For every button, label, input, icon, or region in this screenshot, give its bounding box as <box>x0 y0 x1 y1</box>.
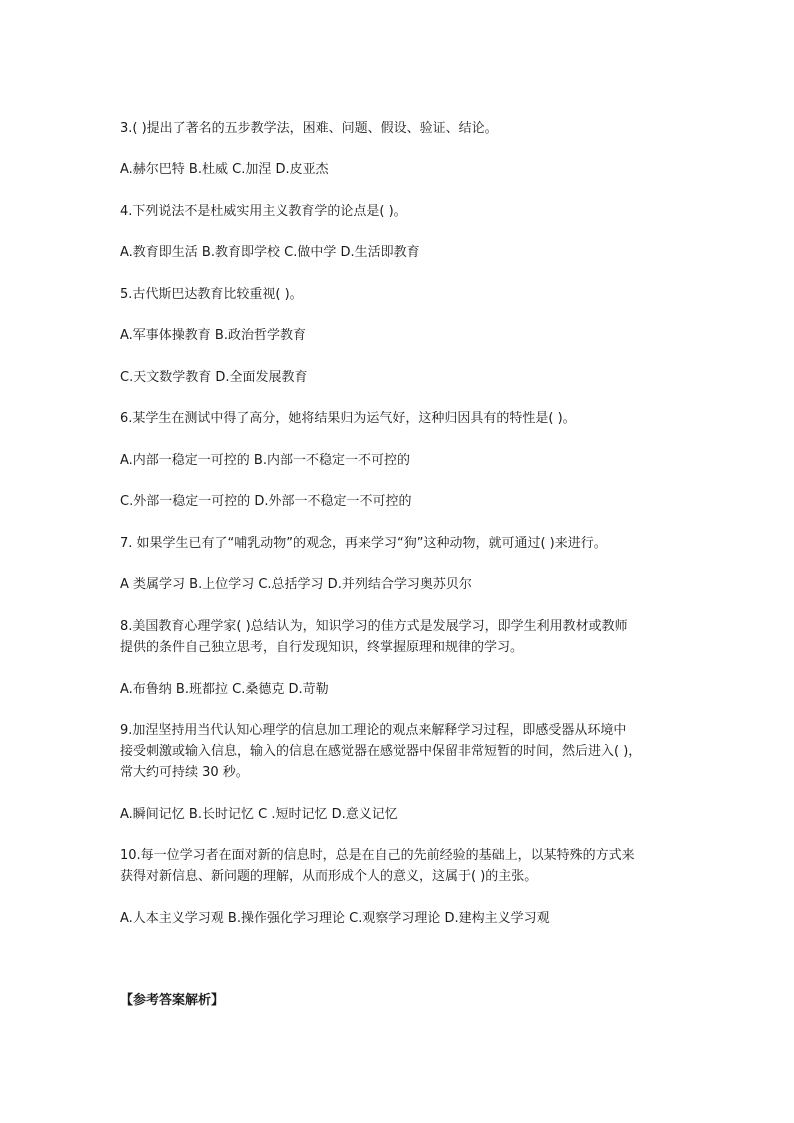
question-10-stem-line-2: 获得对新信息、新问题的理解，从而形成个人的意义，这属于( )的主张。 <box>120 869 538 884</box>
question-4-options: A.教育即生活 B.教育即学校 C.做中学 D.生活即教育 <box>120 245 420 260</box>
question-10-stem-line-1: 10.每一位学习者在面对新的信息时，总是在自己的先前经验的基础上，以某特殊的方式来 <box>120 848 635 863</box>
question-5-options-1: A.军事体操教育 B.政治哲学教育 <box>120 328 306 343</box>
question-6-stem: 6.某学生在测试中得了高分，她将结果归为运气好，这种归因具有的特性是( )。 <box>120 411 576 426</box>
question-9-stem-line-3: 常大约可持续 30 秒。 <box>120 765 249 780</box>
question-8-stem-line-1: 8.美国教育心理学家( )总结认为，知识学习的佳方式是发展学习，即学生利用教材或教师 <box>120 619 628 634</box>
question-3-options: A.赫尔巴特 B.杜威 C.加涅 D.皮亚杰 <box>120 162 329 177</box>
question-8-stem-line-2: 提供的条件自己独立思考，自行发现知识，终掌握原理和规律的学习。 <box>120 640 524 655</box>
question-4-stem: 4.下列说法不是杜威实用主义教育学的论点是( )。 <box>120 204 407 219</box>
answer-heading: 【参考答案解析】 <box>120 993 225 1008</box>
question-9-options: A.瞬间记忆 B.长时记忆 C .短时记忆 D.意义记忆 <box>120 807 398 822</box>
question-5-options-2: C.天文数学教育 D.全面发展教育 <box>120 370 308 385</box>
question-6-options-2: C.外部一稳定一可控的 D.外部一不稳定一不可控的 <box>120 494 412 509</box>
question-5-stem: 5.古代斯巴达教育比较重视( )。 <box>120 287 303 302</box>
question-7-options: A 类属学习 B.上位学习 C.总括学习 D.并列结合学习奥苏贝尔 <box>120 577 472 592</box>
question-9-stem-line-1: 9.加涅坚持用当代认知心理学的信息加工理论的观点来解释学习过程，即感受器从环境中 <box>120 723 627 738</box>
question-6-options-1: A.内部一稳定一可控的 B.内部一不稳定一不可控的 <box>120 453 410 468</box>
question-8-options: A.布鲁纳 B.班都拉 C.桑德克 D.苛勒 <box>120 682 329 697</box>
question-3-stem: 3.( )提出了著名的五步教学法，困难、问题、假设、验证、结论。 <box>120 121 498 136</box>
question-10-options: A.人本主义学习观 B.操作强化学习理论 C.观察学习理论 D.建构主义学习观 <box>120 911 550 926</box>
question-9-stem-line-2: 接受刺激或输入信息，输入的信息在感觉器在感觉器中保留非常短暂的时间，然后进入( )， <box>120 744 642 759</box>
question-7-stem: 7. 如果学生已有了“哺乳动物”的观念，再来学习“狗”这种动物，就可通过( )来进行。 <box>120 536 607 551</box>
